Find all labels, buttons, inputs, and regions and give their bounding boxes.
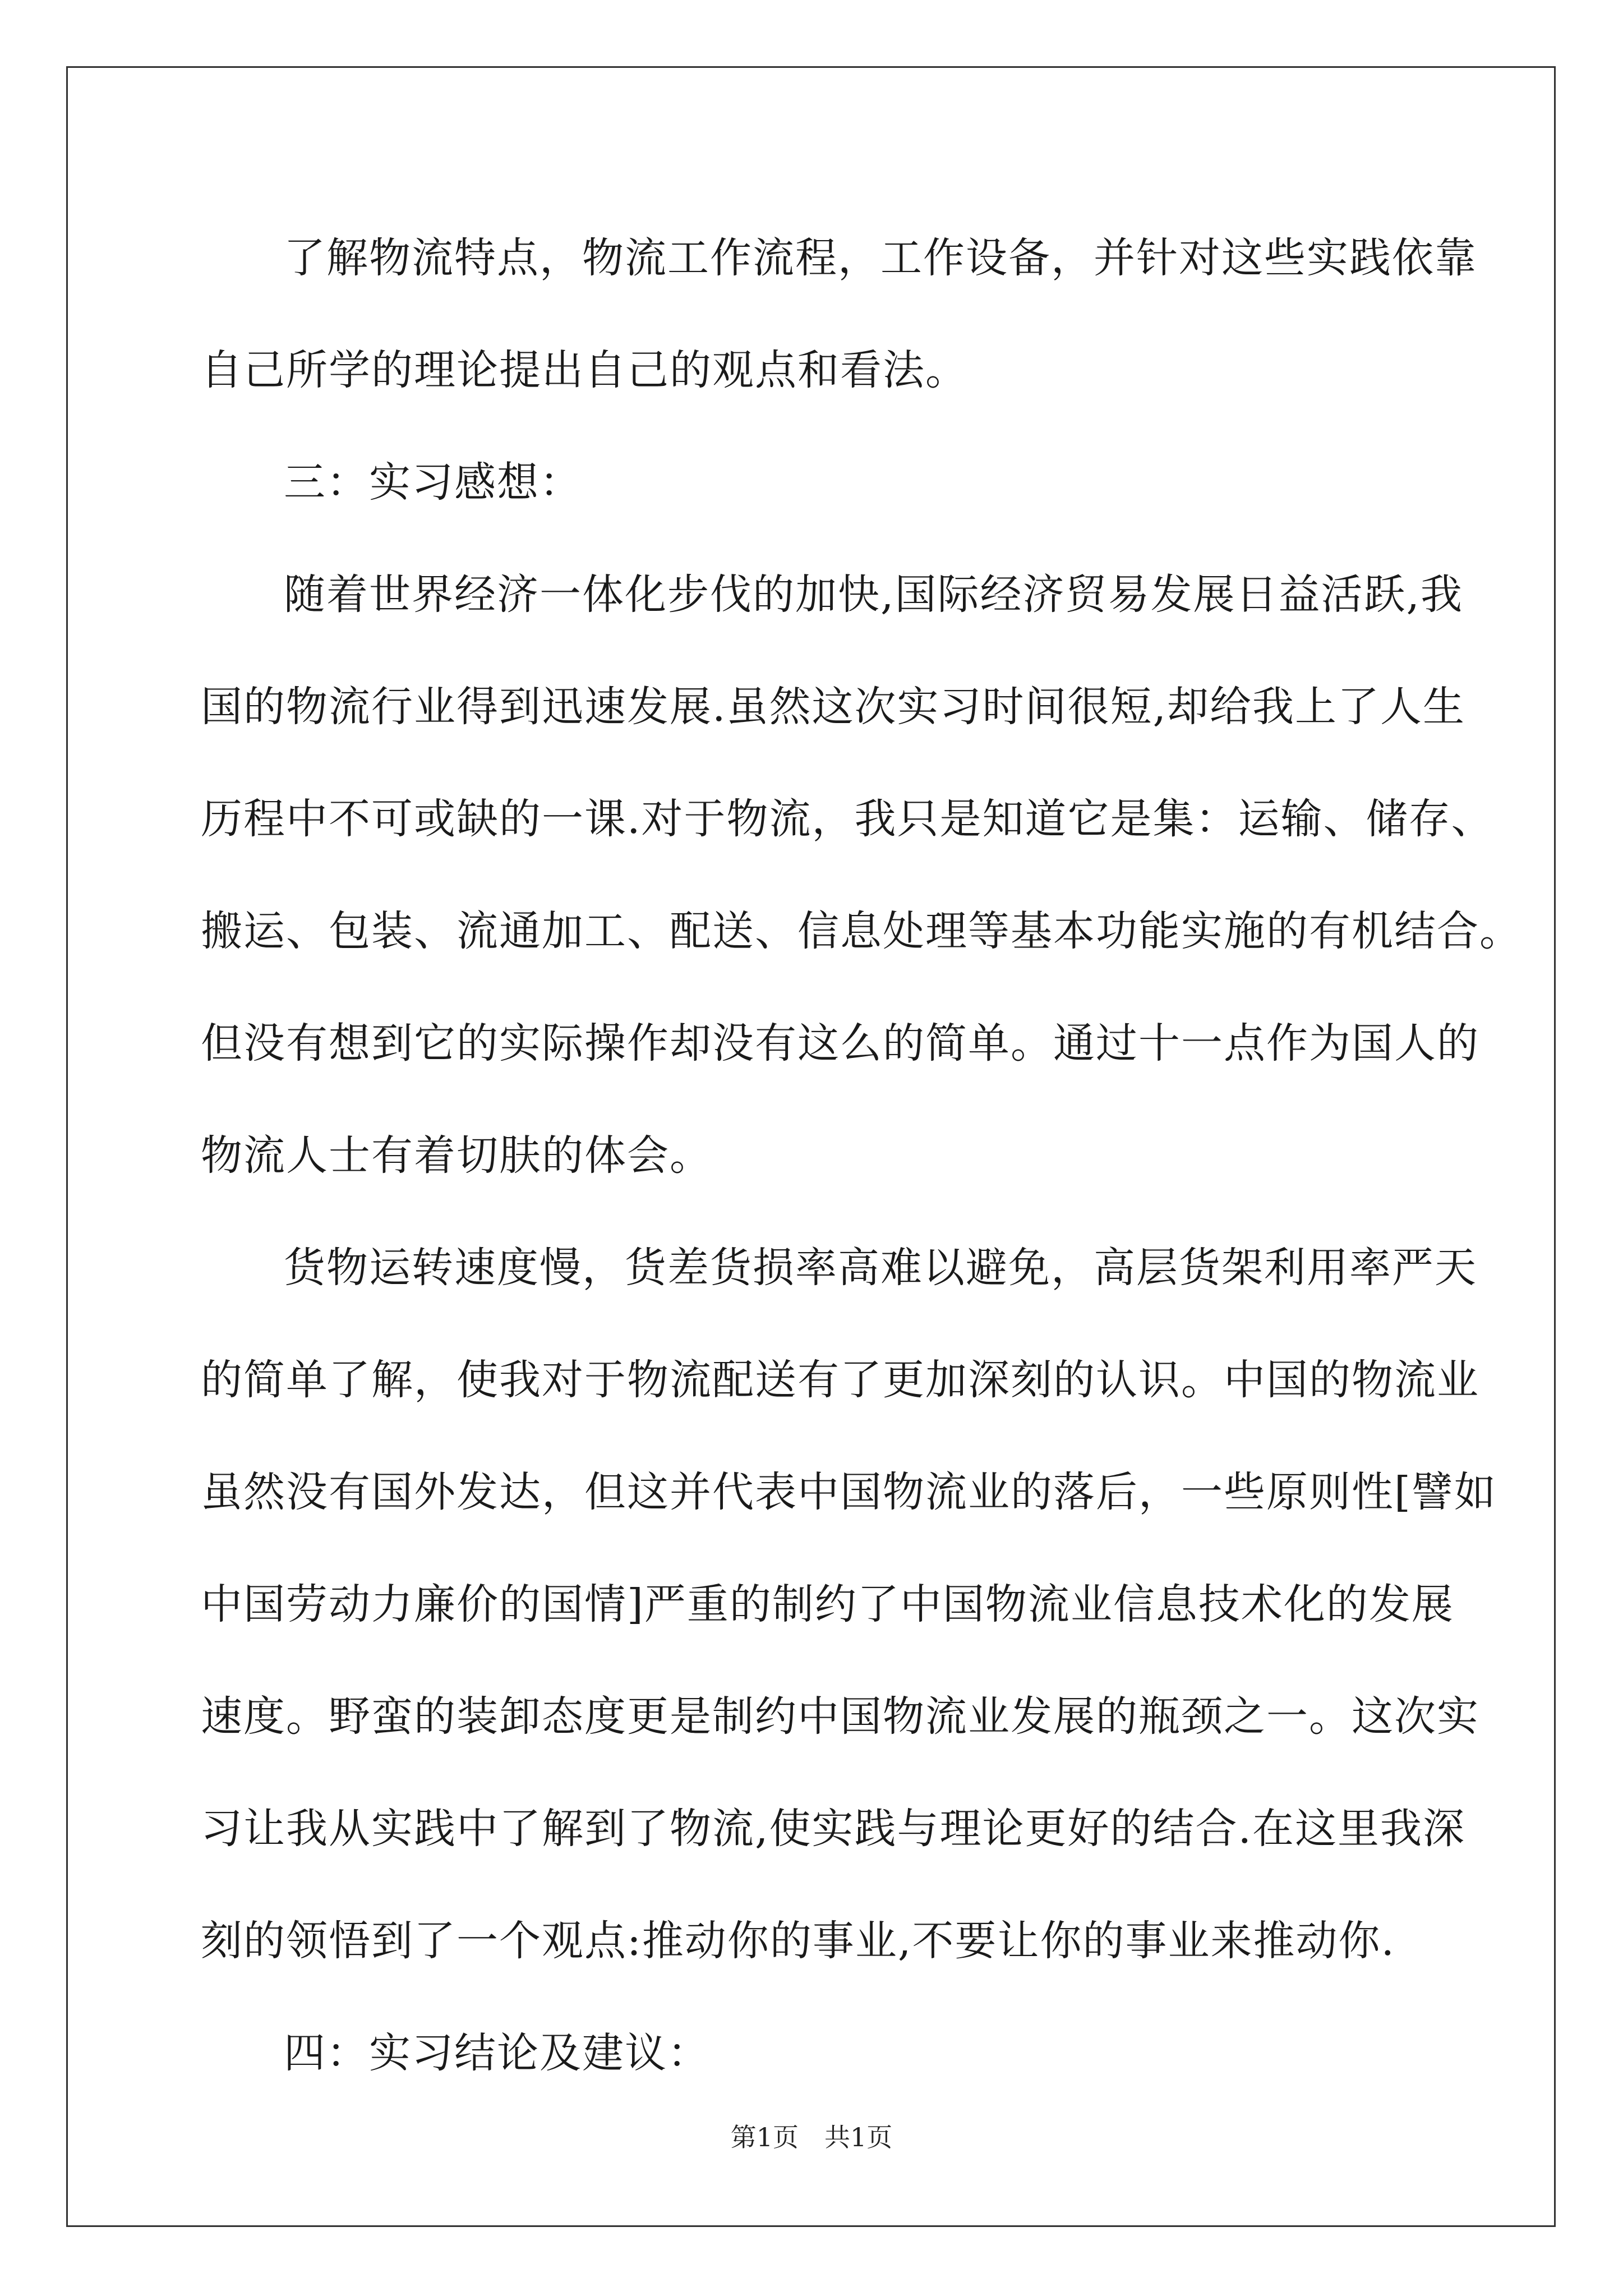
paragraph-line: 历程中不可或缺的一课.对于物流，我只是知道它是集：运输、储存、: [201, 795, 1494, 843]
paragraph-line: 自己所学的理论提出自己的观点和看法。: [201, 346, 968, 394]
paragraph-line: 速度。野蛮的装卸态度更是制约中国物流业发展的瓶颈之一。这次实: [201, 1692, 1479, 1741]
paragraph-line: 但没有想到它的实际操作却没有这么的简单。通过十一点作为国人的: [201, 1019, 1479, 1068]
paragraph-line: 虽然没有国外发达，但这并代表中国物流业的落后，一些原则性[譬如: [201, 1468, 1497, 1516]
paragraph-line: 习让我从实践中了解到了物流,使实践与理论更好的结合.在这里我深: [201, 1805, 1466, 1853]
paragraph-line: 了解物流特点，物流工作流程，工作设备，并针对这些实践依靠: [284, 234, 1477, 282]
paragraph-line: 中国劳动力廉价的国情]严重的制约了中国物流业信息技术化的发展: [201, 1580, 1454, 1628]
paragraph-line: 随着世界经济一体化步伐的加快,国际经济贸易发展日益活跃,我: [284, 570, 1464, 619]
paragraph-line: 物流人士有着切肤的体会。: [201, 1131, 712, 1180]
section-heading: 四：实习结论及建议：: [284, 2029, 710, 2077]
paragraph-line: 刻的领悟到了一个观点:推动你的事业,不要让你的事业来推动你.: [201, 1917, 1395, 1965]
section-heading: 三：实习感想：: [284, 458, 582, 507]
paragraph-line: 的简单了解，使我对于物流配送有了更加深刻的认识。中国的物流业: [201, 1356, 1479, 1404]
paragraph-line: 国的物流行业得到迅速发展.虽然这次实习时间很短,却给我上了人生: [201, 683, 1466, 731]
document-body: [201, 202, 1522, 2109]
paragraph-line: 货物运转速度慢，货差货损率高难以避免，高层货架利用率严天: [284, 1244, 1477, 1292]
page-number-footer: 第1页 共1页: [730, 2122, 893, 2152]
paragraph-line: 搬运、包装、流通加工、配送、信息处理等基本功能实施的有机结合。: [201, 907, 1522, 955]
